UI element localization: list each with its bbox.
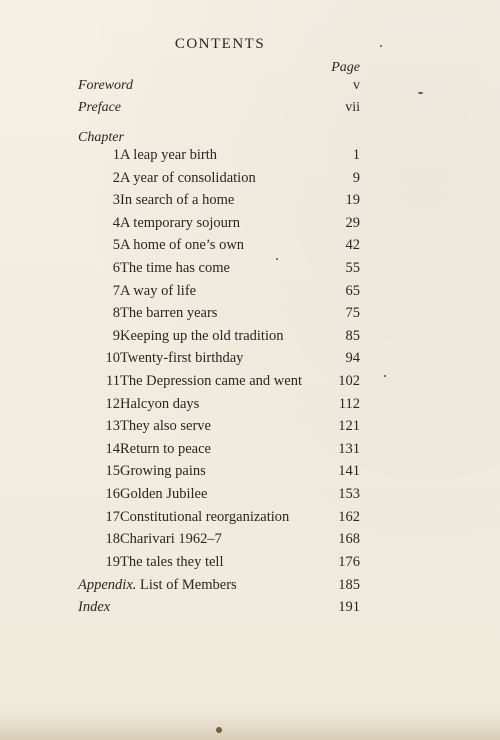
chapter-page: 176 — [338, 553, 360, 570]
chapter-title: Growing pains — [120, 463, 206, 480]
chapter-page: 112 — [338, 395, 360, 412]
chapter-page: 162 — [338, 508, 360, 525]
chapter-number: 15 — [105, 463, 120, 480]
chapter-number: 11 — [106, 372, 120, 389]
chapter-column-label: Chapter — [78, 130, 124, 145]
chapter-title: Constitutional reorganization — [120, 508, 290, 525]
toc-entry-index — [78, 599, 360, 616]
chapter-number: 8 — [112, 305, 120, 322]
chapter-title: The time has come — [120, 259, 230, 276]
entry-page: vii — [345, 100, 360, 115]
chapter-title: A temporary sojourn — [120, 214, 241, 231]
chapter-title: They also serve — [120, 418, 211, 435]
chapter-title: The barren years — [120, 305, 218, 322]
index-label: Index — [78, 599, 111, 615]
chapter-number: 10 — [105, 350, 120, 367]
chapter-page: 65 — [345, 282, 360, 299]
toc-entry-chapter — [78, 441, 360, 464]
ink-speck — [418, 92, 423, 94]
chapter-list — [78, 147, 360, 576]
page-title: CONTENTS — [174, 36, 266, 52]
toc-entry-chapter — [78, 463, 360, 486]
toc-entry-chapter — [78, 373, 360, 396]
toc-entry-chapter — [78, 531, 360, 554]
toc-entry-foreword — [78, 78, 360, 94]
chapter-number: 4 — [112, 214, 120, 231]
chapter-page: 75 — [345, 305, 360, 322]
chapter-number: 18 — [105, 531, 120, 548]
toc-entry-chapter — [78, 192, 360, 215]
entry-page: v — [353, 78, 360, 93]
chapter-number: 14 — [105, 440, 120, 457]
chapter-number: 7 — [112, 282, 120, 299]
chapter-page: 131 — [338, 440, 360, 457]
toc-entry-chapter — [78, 554, 360, 577]
page-column-label: Page — [331, 60, 360, 75]
toc-entry-chapter — [78, 509, 360, 532]
appendix-label: Appendix. — [78, 577, 137, 593]
paper-stain — [0, 712, 500, 740]
chapter-title: A home of one’s own — [120, 237, 245, 254]
ink-speck — [276, 258, 278, 260]
chapter-number: 19 — [105, 553, 120, 570]
toc-entry-chapter — [78, 328, 360, 351]
chapter-title: Return to peace — [120, 440, 211, 457]
chapter-title: Charivari 1962–7 — [120, 531, 222, 548]
chapter-page: 19 — [345, 192, 360, 209]
chapter-page: 153 — [338, 485, 360, 502]
chapter-title: In search of a home — [120, 192, 235, 209]
chapter-title: The Depression came and went — [120, 372, 302, 389]
toc-entry-appendix — [78, 577, 360, 594]
entry-page: 185 — [338, 577, 360, 593]
toc-entry-chapter — [78, 396, 360, 419]
chapter-number: 16 — [105, 485, 120, 502]
toc-entry-chapter — [78, 215, 360, 238]
entry-label: Preface — [78, 100, 122, 115]
toc-entry-chapter — [78, 237, 360, 260]
chapter-title: The tales they tell — [120, 553, 224, 570]
chapter-page: 29 — [345, 214, 360, 231]
chapter-number: 12 — [105, 395, 120, 412]
toc-entry-chapter — [78, 305, 360, 328]
chapter-title: Keeping up the old tradition — [120, 327, 284, 344]
chapter-number: 3 — [112, 192, 120, 209]
entry-page: 191 — [338, 599, 360, 615]
chapter-number: 2 — [112, 169, 120, 186]
chapter-title: Golden Jubilee — [120, 485, 208, 502]
chapter-page: 9 — [352, 169, 360, 186]
chapter-title: Twenty-first birthday — [120, 350, 244, 367]
chapter-title: A year of consolidation — [120, 169, 256, 186]
toc-entry-chapter — [78, 350, 360, 373]
chapter-page: 102 — [338, 372, 360, 389]
toc-entry-chapter — [78, 283, 360, 306]
chapter-page: 168 — [338, 531, 360, 548]
toc-entry-chapter — [78, 260, 360, 283]
chapter-page: 121 — [338, 418, 360, 435]
chapter-page: 141 — [338, 463, 360, 480]
chapter-page: 94 — [345, 350, 360, 367]
ink-speck — [380, 45, 382, 47]
chapter-page: 55 — [345, 259, 360, 276]
chapter-number: 13 — [105, 418, 120, 435]
toc-entry-chapter — [78, 418, 360, 441]
chapter-page: 85 — [345, 327, 360, 344]
chapter-title: Halcyon days — [120, 395, 200, 412]
chapter-number: 9 — [112, 327, 120, 344]
chapter-title: A way of life — [120, 282, 197, 299]
chapter-number: 6 — [112, 259, 120, 276]
chapter-page: 1 — [352, 147, 360, 163]
entry-label: Foreword — [78, 78, 133, 93]
chapter-number: 17 — [105, 508, 120, 525]
chapter-title: A leap year birth — [120, 147, 218, 163]
chapter-number: 5 — [112, 237, 120, 254]
toc-entry-chapter — [78, 147, 360, 170]
ink-speck — [384, 375, 386, 377]
chapter-number: 1 — [112, 147, 120, 163]
toc-entry-preface — [78, 100, 360, 116]
toc-entry-chapter — [78, 170, 360, 193]
chapter-page: 42 — [345, 237, 360, 254]
toc-entry-chapter — [78, 486, 360, 509]
appendix-title: List of Members — [136, 577, 237, 593]
